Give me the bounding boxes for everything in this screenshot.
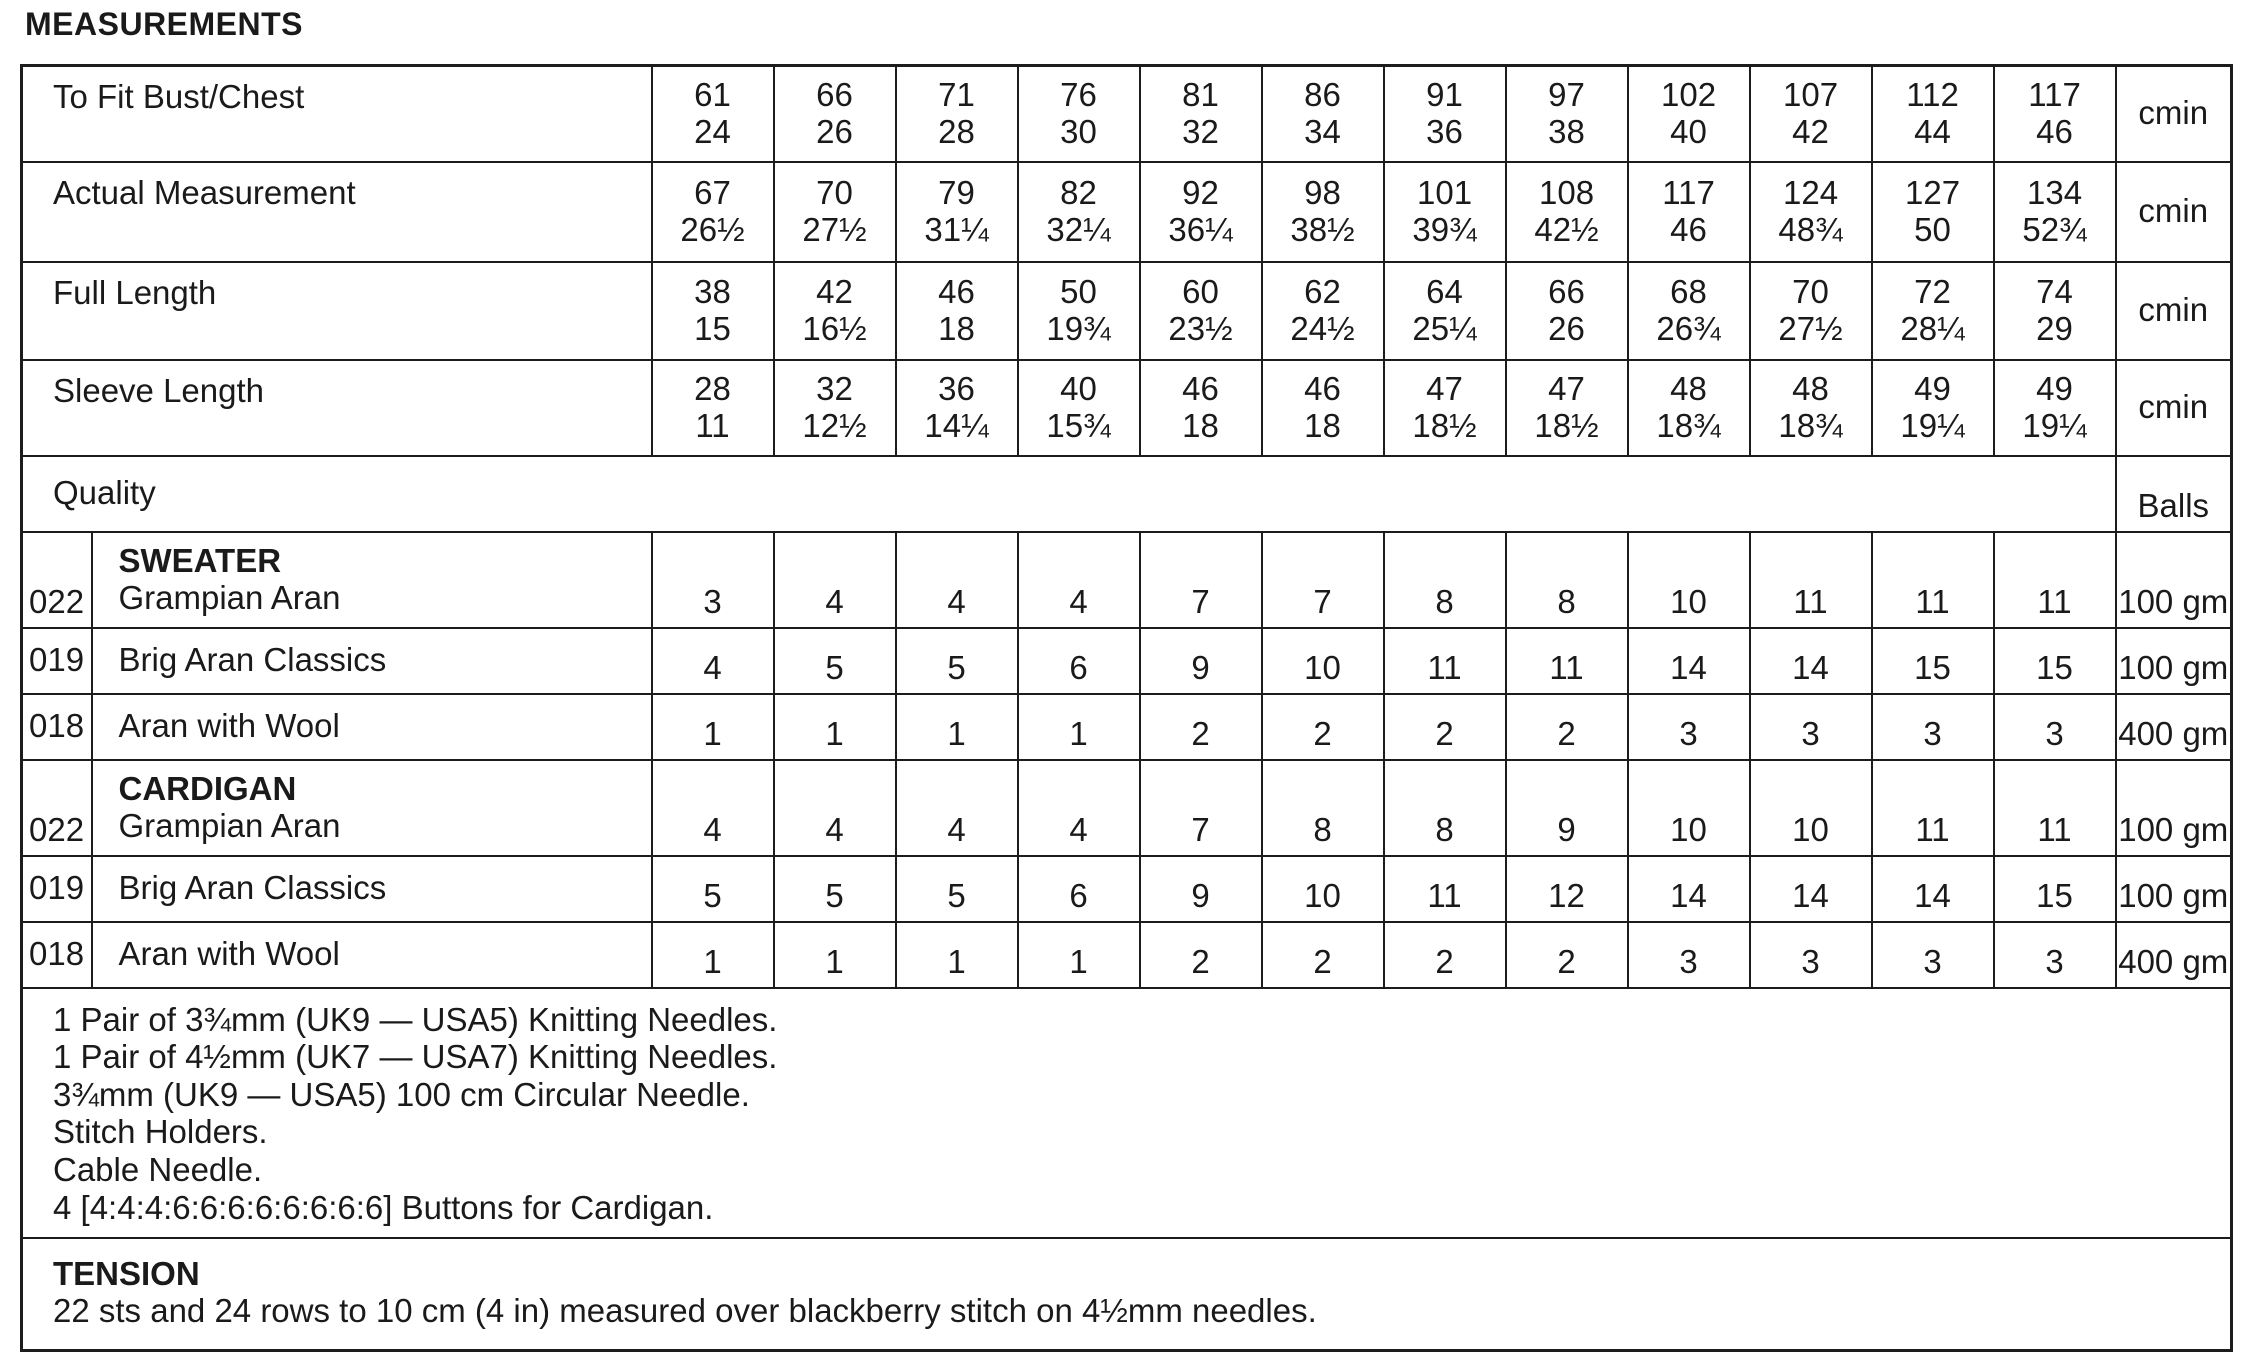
cm-value: 66 xyxy=(1548,272,1585,310)
in-value: 48¾ xyxy=(1778,210,1843,248)
ball-count: 2 xyxy=(1140,922,1262,988)
ball-count: 8 xyxy=(1384,760,1506,856)
ball-count: 5 xyxy=(896,628,1018,694)
cm-value: 117 xyxy=(1662,173,1715,211)
size-cell xyxy=(1384,162,1506,262)
cm-value: 101 xyxy=(1416,173,1473,211)
cm-unit: cm xyxy=(2138,94,2183,132)
yarn-name-cell xyxy=(92,922,652,988)
cm-value: 86 xyxy=(1304,75,1341,113)
size-cell xyxy=(1018,162,1140,262)
size-cell xyxy=(1384,262,1506,360)
cm-value: 49 xyxy=(1914,369,1951,407)
in-value: 38½ xyxy=(1290,210,1355,248)
in-value: 31¼ xyxy=(924,210,989,248)
cm-value: 97 xyxy=(1548,75,1585,113)
in-value: 50 xyxy=(1914,210,1951,248)
ball-count: 4 xyxy=(652,628,774,694)
cm-value: 48 xyxy=(1792,369,1829,407)
size-cell xyxy=(1262,262,1384,360)
yarn-row xyxy=(22,760,2232,856)
measurement-label: To Fit Bust/Chest xyxy=(22,66,652,162)
yarn-name: Brig Aran Classics xyxy=(118,869,387,907)
size-cell xyxy=(1140,162,1262,262)
tension-section xyxy=(22,1238,2232,1351)
yarn-name: Grampian Aran xyxy=(118,806,341,844)
tension-title: TENSION xyxy=(53,1254,200,1292)
size-cell xyxy=(1872,360,1994,456)
cm-value: 117 xyxy=(2028,75,2081,113)
ball-count: 1 xyxy=(652,922,774,988)
cm-value: 108 xyxy=(1538,173,1595,211)
ball-count: 11 xyxy=(1750,532,1872,628)
yarn-code: 019 xyxy=(22,628,92,694)
yarn-name: Aran with Wool xyxy=(118,935,340,973)
size-cell xyxy=(1140,262,1262,360)
ball-count: 4 xyxy=(1018,532,1140,628)
ball-count: 2 xyxy=(1384,694,1506,760)
cm-value: 107 xyxy=(1782,75,1839,113)
cm-unit: cm xyxy=(2138,192,2183,230)
in-value: 32¼ xyxy=(1046,210,1111,248)
ball-count: 2 xyxy=(1140,694,1262,760)
in-value: 19¾ xyxy=(1046,309,1111,347)
ball-count: 3 xyxy=(1872,922,1994,988)
in-value: 44 xyxy=(1914,112,1951,150)
ball-count: 11 xyxy=(1384,628,1506,694)
yarn-name-cell xyxy=(92,532,652,628)
in-value: 18½ xyxy=(1534,406,1599,444)
yarn-name: Grampian Aran xyxy=(118,578,341,616)
in-value: 46 xyxy=(2036,112,2073,150)
size-cell xyxy=(1750,66,1872,162)
size-cell xyxy=(896,262,1018,360)
ball-weight: 100 gm xyxy=(2116,760,2232,856)
material-item: Cable Needle. xyxy=(53,1150,263,1188)
size-cell xyxy=(1750,262,1872,360)
in-value: 39¾ xyxy=(1412,210,1477,248)
ball-count: 10 xyxy=(1262,856,1384,922)
yarn-name: Aran with Wool xyxy=(118,707,340,745)
ball-count: 4 xyxy=(774,760,896,856)
ball-count: 6 xyxy=(1018,628,1140,694)
cm-value: 62 xyxy=(1304,272,1341,310)
ball-count: 2 xyxy=(1384,922,1506,988)
cm-value: 32 xyxy=(816,369,853,407)
size-cell xyxy=(652,162,774,262)
yarn-name-cell xyxy=(92,760,652,856)
ball-count: 5 xyxy=(774,628,896,694)
cm-value: 91 xyxy=(1426,75,1463,113)
ball-count: 3 xyxy=(1750,922,1872,988)
yarn-row xyxy=(22,694,2232,760)
in-value: 52¾ xyxy=(2022,210,2087,248)
size-cell xyxy=(1384,66,1506,162)
in-value: 19¼ xyxy=(1900,406,1965,444)
ball-count: 5 xyxy=(896,856,1018,922)
cm-value: 70 xyxy=(1792,272,1829,310)
material-item: Stitch Holders. xyxy=(53,1113,268,1151)
size-cell xyxy=(1018,360,1140,456)
cm-value: 64 xyxy=(1426,272,1463,310)
group-title: CARDIGAN xyxy=(118,769,297,807)
ball-count: 9 xyxy=(1140,628,1262,694)
ball-count: 2 xyxy=(1506,922,1628,988)
ball-count: 9 xyxy=(1140,856,1262,922)
cm-value: 38 xyxy=(694,272,731,310)
measurements-table xyxy=(20,64,2233,1352)
cm-value: 71 xyxy=(938,75,975,113)
ball-count: 12 xyxy=(1506,856,1628,922)
ball-count: 10 xyxy=(1750,760,1872,856)
cm-value: 61 xyxy=(694,75,731,113)
in-value: 46 xyxy=(1670,210,1707,248)
material-item: 3¾mm (UK9 — USA5) 100 cm Circular Needle. xyxy=(53,1075,750,1113)
cm-value: 134 xyxy=(2026,173,2083,211)
in-unit: in xyxy=(2182,94,2209,132)
tension-row xyxy=(22,1238,2232,1351)
ball-count: 14 xyxy=(1628,628,1750,694)
cm-value: 79 xyxy=(938,173,975,211)
in-unit: in xyxy=(2182,192,2209,230)
size-cell xyxy=(1628,262,1750,360)
ball-count: 1 xyxy=(1018,694,1140,760)
in-value: 16½ xyxy=(802,309,867,347)
ball-count: 8 xyxy=(1384,532,1506,628)
ball-count: 3 xyxy=(1750,694,1872,760)
material-item: 1 Pair of 3¾mm (UK9 — USA5) Knitting Needles. xyxy=(53,1000,778,1038)
in-value: 15 xyxy=(694,309,731,347)
in-value: 26 xyxy=(1548,309,1585,347)
ball-count: 4 xyxy=(774,532,896,628)
size-cell xyxy=(896,66,1018,162)
in-value: 36 xyxy=(1426,112,1463,150)
cm-value: 46 xyxy=(1182,369,1219,407)
unit-cell xyxy=(2116,360,2232,456)
size-cell xyxy=(1384,360,1506,456)
ball-weight: 100 gm xyxy=(2116,628,2232,694)
ball-count: 1 xyxy=(774,694,896,760)
cm-value: 28 xyxy=(694,369,731,407)
size-cell xyxy=(1018,66,1140,162)
size-cell xyxy=(1140,66,1262,162)
cm-value: 81 xyxy=(1182,75,1219,113)
ball-count: 2 xyxy=(1506,694,1628,760)
size-cell xyxy=(1994,66,2116,162)
yarn-row xyxy=(22,856,2232,922)
cm-value: 98 xyxy=(1304,173,1341,211)
in-value: 18¾ xyxy=(1656,406,1721,444)
size-cell xyxy=(1506,66,1628,162)
ball-count: 4 xyxy=(652,760,774,856)
ball-weight: 100 gm xyxy=(2116,856,2232,922)
size-cell xyxy=(1506,262,1628,360)
tension-text: 22 sts and 24 rows to 10 cm (4 in) measured over blackberry stitch on 4½mm needles. xyxy=(53,1291,1317,1329)
in-value: 25¼ xyxy=(1412,309,1477,347)
measurement-label: Full Length xyxy=(22,262,652,360)
measurement-label: Sleeve Length xyxy=(22,360,652,456)
size-cell xyxy=(652,262,774,360)
in-value: 14¼ xyxy=(924,406,989,444)
ball-count: 2 xyxy=(1262,694,1384,760)
cm-value: 40 xyxy=(1060,369,1097,407)
cm-value: 48 xyxy=(1670,369,1707,407)
in-value: 18 xyxy=(1304,406,1341,444)
cm-value: 66 xyxy=(816,75,853,113)
material-item: 4 [4:4:4:6:6:6:6:6:6:6:6] Buttons for Cardigan. xyxy=(53,1188,714,1226)
ball-count: 11 xyxy=(1994,532,2116,628)
in-value: 27½ xyxy=(802,210,867,248)
in-value: 23½ xyxy=(1168,309,1233,347)
size-cell xyxy=(896,162,1018,262)
quality-label: Quality xyxy=(22,456,2116,532)
yarn-row xyxy=(22,922,2232,988)
quality-row xyxy=(22,456,2232,532)
in-value: 26¾ xyxy=(1656,309,1721,347)
page-title: MEASUREMENTS xyxy=(25,6,304,42)
in-value: 42½ xyxy=(1534,210,1599,248)
ball-count: 3 xyxy=(1994,922,2116,988)
ball-count: 10 xyxy=(1262,628,1384,694)
ball-count: 10 xyxy=(1628,532,1750,628)
size-cell xyxy=(774,262,896,360)
size-cell xyxy=(774,360,896,456)
size-cell xyxy=(1994,262,2116,360)
size-cell xyxy=(774,162,896,262)
cm-value: 68 xyxy=(1670,272,1707,310)
size-cell xyxy=(1140,360,1262,456)
ball-count: 14 xyxy=(1750,628,1872,694)
cm-value: 102 xyxy=(1660,75,1717,113)
size-cell xyxy=(1872,262,1994,360)
in-value: 19¼ xyxy=(2022,406,2087,444)
yarn-name-cell xyxy=(92,694,652,760)
size-cell xyxy=(652,66,774,162)
ball-count: 11 xyxy=(1872,532,1994,628)
yarn-row xyxy=(22,532,2232,628)
ball-count: 8 xyxy=(1506,532,1628,628)
in-value: 36¼ xyxy=(1168,210,1233,248)
in-value: 28 xyxy=(938,112,975,150)
in-value: 34 xyxy=(1304,112,1341,150)
yarn-name: Brig Aran Classics xyxy=(118,641,387,679)
size-cell xyxy=(1506,162,1628,262)
ball-count: 11 xyxy=(1994,760,2116,856)
measurement-row xyxy=(22,360,2232,456)
in-value: 30 xyxy=(1060,112,1097,150)
yarn-name-cell xyxy=(92,628,652,694)
size-cell xyxy=(1750,162,1872,262)
ball-count: 3 xyxy=(1872,694,1994,760)
unit-cell xyxy=(2116,262,2232,360)
cm-value: 60 xyxy=(1182,272,1219,310)
ball-count: 6 xyxy=(1018,856,1140,922)
size-cell xyxy=(1506,360,1628,456)
in-value: 29 xyxy=(2036,309,2073,347)
ball-count: 1 xyxy=(652,694,774,760)
size-cell xyxy=(1994,360,2116,456)
size-cell xyxy=(1018,262,1140,360)
cm-value: 50 xyxy=(1060,272,1097,310)
yarn-code: 022 xyxy=(22,760,92,856)
in-value: 26 xyxy=(816,112,853,150)
cm-unit: cm xyxy=(2138,388,2183,426)
size-cell xyxy=(1628,360,1750,456)
ball-count: 15 xyxy=(1994,628,2116,694)
unit-cell xyxy=(2116,66,2232,162)
in-value: 18 xyxy=(938,309,975,347)
cm-value: 47 xyxy=(1426,369,1463,407)
ball-count: 3 xyxy=(1628,694,1750,760)
cm-value: 49 xyxy=(2036,369,2073,407)
in-value: 24½ xyxy=(1290,309,1355,347)
size-cell xyxy=(1872,66,1994,162)
cm-value: 72 xyxy=(1914,272,1951,310)
ball-count: 5 xyxy=(774,856,896,922)
measurement-label: Actual Measurement xyxy=(22,162,652,262)
in-value: 28¼ xyxy=(1900,309,1965,347)
group-title: SWEATER xyxy=(118,541,282,579)
ball-weight: 400 gm xyxy=(2116,922,2232,988)
cm-value: 92 xyxy=(1182,173,1219,211)
in-unit: in xyxy=(2182,388,2209,426)
size-cell xyxy=(1750,360,1872,456)
table-body xyxy=(22,66,2232,1351)
cm-value: 124 xyxy=(1782,173,1839,211)
size-cell xyxy=(1994,162,2116,262)
ball-count: 11 xyxy=(1384,856,1506,922)
ball-weight: 100 gm xyxy=(2116,532,2232,628)
size-cell xyxy=(1872,162,1994,262)
ball-count: 11 xyxy=(1506,628,1628,694)
ball-count: 14 xyxy=(1628,856,1750,922)
ball-count: 3 xyxy=(1628,922,1750,988)
in-unit: in xyxy=(2182,291,2209,329)
ball-count: 8 xyxy=(1262,760,1384,856)
measurement-row xyxy=(22,262,2232,360)
ball-weight: 400 gm xyxy=(2116,694,2232,760)
ball-count: 5 xyxy=(652,856,774,922)
in-value: 26½ xyxy=(680,210,745,248)
in-value: 15¾ xyxy=(1046,406,1111,444)
cm-value: 47 xyxy=(1548,369,1585,407)
yarn-name-cell xyxy=(92,856,652,922)
ball-count: 3 xyxy=(652,532,774,628)
ball-count: 7 xyxy=(1140,532,1262,628)
size-cell xyxy=(1262,162,1384,262)
yarn-row xyxy=(22,628,2232,694)
ball-count: 4 xyxy=(896,760,1018,856)
in-value: 18¾ xyxy=(1778,406,1843,444)
size-cell xyxy=(1262,66,1384,162)
size-cell xyxy=(896,360,1018,456)
ball-count: 4 xyxy=(896,532,1018,628)
ball-count: 14 xyxy=(1750,856,1872,922)
in-value: 12½ xyxy=(802,406,867,444)
in-value: 27½ xyxy=(1778,309,1843,347)
measurement-row xyxy=(22,66,2232,162)
unit-cell xyxy=(2116,162,2232,262)
cm-value: 36 xyxy=(938,369,975,407)
yarn-code: 018 xyxy=(22,922,92,988)
ball-count: 1 xyxy=(896,922,1018,988)
size-cell xyxy=(1628,66,1750,162)
ball-count: 7 xyxy=(1140,760,1262,856)
ball-count: 10 xyxy=(1628,760,1750,856)
ball-count: 1 xyxy=(1018,922,1140,988)
in-value: 42 xyxy=(1792,112,1829,150)
ball-count: 1 xyxy=(896,694,1018,760)
size-cell xyxy=(652,360,774,456)
ball-count: 7 xyxy=(1262,532,1384,628)
cm-value: 112 xyxy=(1906,75,1959,113)
ball-count: 1 xyxy=(774,922,896,988)
ball-count: 15 xyxy=(1994,856,2116,922)
size-cell xyxy=(1262,360,1384,456)
yarn-code: 018 xyxy=(22,694,92,760)
cm-value: 127 xyxy=(1904,173,1961,211)
cm-value: 46 xyxy=(938,272,975,310)
ball-count: 4 xyxy=(1018,760,1140,856)
ball-count: 2 xyxy=(1262,922,1384,988)
material-item: 1 Pair of 4½mm (UK7 — USA7) Knitting Needles. xyxy=(53,1038,778,1076)
size-cell xyxy=(1628,162,1750,262)
in-value: 24 xyxy=(694,112,731,150)
cm-value: 76 xyxy=(1060,75,1097,113)
size-cell xyxy=(774,66,896,162)
in-value: 38 xyxy=(1548,112,1585,150)
cm-value: 70 xyxy=(816,173,853,211)
cm-unit: cm xyxy=(2138,291,2183,329)
cm-value: 82 xyxy=(1060,173,1097,211)
materials-list xyxy=(22,988,2232,1238)
cm-value: 46 xyxy=(1304,369,1341,407)
cm-value: 67 xyxy=(694,173,731,211)
in-value: 11 xyxy=(695,406,730,444)
cm-value: 74 xyxy=(2036,272,2073,310)
in-value: 40 xyxy=(1670,112,1707,150)
balls-label: Balls xyxy=(2116,456,2232,532)
cm-value: 42 xyxy=(816,272,853,310)
ball-count: 14 xyxy=(1872,856,1994,922)
in-value: 32 xyxy=(1182,112,1219,150)
materials-row xyxy=(22,988,2232,1238)
ball-count: 11 xyxy=(1872,760,1994,856)
ball-count: 15 xyxy=(1872,628,1994,694)
in-value: 18 xyxy=(1182,406,1219,444)
yarn-code: 022 xyxy=(22,532,92,628)
measurement-row xyxy=(22,162,2232,262)
yarn-code: 019 xyxy=(22,856,92,922)
ball-count: 9 xyxy=(1506,760,1628,856)
in-value: 18½ xyxy=(1412,406,1477,444)
ball-count: 3 xyxy=(1994,694,2116,760)
